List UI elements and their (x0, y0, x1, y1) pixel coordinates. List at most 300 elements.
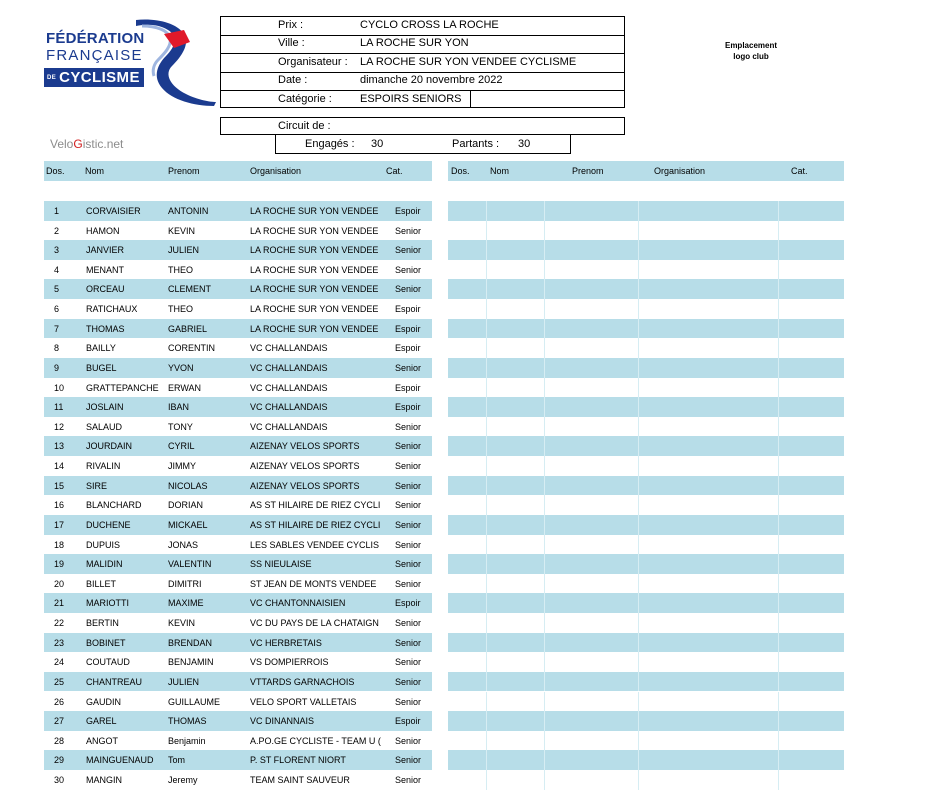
cell-divider (486, 299, 487, 319)
club-logo-line-2: logo club (733, 52, 769, 61)
cell-dos: 13 (54, 441, 65, 452)
race-info-box (220, 16, 625, 108)
cell-nom: BOBINET (86, 637, 126, 648)
cell-divider (778, 672, 779, 692)
cell-divider (544, 436, 545, 456)
cell-divider (486, 633, 487, 653)
cell-org: AIZENAY VELOS SPORTS (250, 441, 360, 452)
cell-dos: 9 (54, 362, 60, 373)
cell-divider (778, 731, 779, 751)
cell-divider (778, 358, 779, 378)
empty-table-row (448, 417, 844, 437)
cell-prenom: MAXIME (168, 598, 204, 609)
cell-divider (544, 397, 545, 417)
cell-org: AIZENAY VELOS SPORTS (250, 480, 360, 491)
empty-table-row (448, 731, 844, 751)
cell-nom: JANVIER (86, 245, 125, 256)
cell-divider (778, 201, 779, 221)
cell-org: AS ST HILAIRE DE RIEZ CYCLI (250, 500, 381, 511)
cell-divider (638, 770, 639, 790)
cell-nom: ORCEAU (86, 284, 125, 295)
cell-divider (778, 770, 779, 790)
cell-dos: 14 (54, 461, 65, 472)
cell-divider (778, 397, 779, 417)
cell-org: P. ST FLORENT NIORT (250, 755, 346, 766)
cell-divider (638, 692, 639, 712)
cell-nom: JOURDAIN (86, 441, 133, 452)
cell-divider (638, 711, 639, 731)
cell-dos: 24 (54, 657, 65, 668)
cell-divider (486, 652, 487, 672)
cell-nom: THOMAS (86, 323, 125, 334)
cell-divider (544, 378, 545, 398)
categorie-value: ESPOIRS SENIORS (360, 93, 462, 105)
cell-divider (544, 770, 545, 790)
cell-divider (544, 338, 545, 358)
header-nom: Nom (85, 166, 105, 176)
cell-divider (544, 240, 545, 260)
brand-istic: istic.net (82, 137, 124, 151)
table-row (44, 397, 432, 417)
cell-divider (544, 319, 545, 339)
cell-divider (638, 221, 639, 241)
cell-divider (778, 495, 779, 515)
cell-prenom: BENJAMIN (168, 657, 214, 668)
cell-dos: 5 (54, 284, 60, 295)
cell-divider (486, 240, 487, 260)
table-row (44, 554, 432, 574)
cell-prenom: GUILLAUME (168, 696, 221, 707)
table-row (44, 436, 432, 456)
cell-divider (638, 593, 639, 613)
empty-table-row (448, 692, 844, 712)
cell-prenom: Benjamin (168, 735, 206, 746)
cell-org: VELO SPORT VALLETAIS (250, 696, 357, 707)
empty-table-row (448, 436, 844, 456)
cell-divider (486, 750, 487, 770)
cell-divider (544, 750, 545, 770)
engages-partants-box (275, 135, 571, 154)
cell-divider (544, 456, 545, 476)
empty-table-row (448, 535, 844, 555)
cell-prenom: THOMAS (168, 716, 207, 727)
cell-org: VC CHANTONNAISIEN (250, 598, 346, 609)
cell-divider (638, 279, 639, 299)
cell-nom: DUCHENE (86, 519, 131, 530)
cell-divider (778, 692, 779, 712)
table-row (44, 731, 432, 751)
cell-divider (638, 476, 639, 496)
cell-prenom: GABRIEL (168, 323, 208, 334)
prix-label: Prix : (278, 19, 304, 31)
cell-divider (486, 397, 487, 417)
cell-dos: 17 (54, 519, 65, 530)
empty-table-row (448, 476, 844, 496)
cell-dos: 29 (54, 755, 65, 766)
cell-divider (638, 240, 639, 260)
engages-value: 30 (371, 138, 384, 150)
cell-prenom: JULIEN (168, 245, 200, 256)
cell-org: VC HERBRETAIS (250, 637, 322, 648)
cell-divider (486, 378, 487, 398)
empty-table-row (448, 672, 844, 692)
cell-prenom: DORIAN (168, 500, 204, 511)
cell-divider (778, 319, 779, 339)
cell-nom: SIRE (86, 480, 108, 491)
cell-prenom: VALENTIN (168, 559, 212, 570)
cell-prenom: THEO (168, 264, 194, 275)
cell-divider (486, 770, 487, 790)
empty-table-row (448, 397, 844, 417)
cell-org: A.PO.GE CYCLISTE - TEAM U ( (250, 735, 381, 746)
cell-divider (778, 476, 779, 496)
cell-cat: Senior (395, 755, 422, 766)
cell-divider (544, 417, 545, 437)
cell-dos: 20 (54, 578, 65, 589)
cell-cat: Senior (395, 559, 422, 570)
cell-divider (544, 515, 545, 535)
cell-divider (486, 535, 487, 555)
empty-table-row (448, 633, 844, 653)
categorie-row (221, 91, 624, 109)
cell-dos: 2 (54, 225, 60, 236)
empty-table-row (448, 554, 844, 574)
cell-prenom: ERWAN (168, 382, 202, 393)
cell-divider (486, 731, 487, 751)
cell-divider (778, 436, 779, 456)
cell-divider (638, 495, 639, 515)
cell-divider (486, 476, 487, 496)
cell-org: LA ROCHE SUR YON VENDEE (250, 206, 379, 216)
cell-org: LA ROCHE SUR YON VENDEE (250, 284, 379, 295)
cell-nom: GAUDIN (86, 696, 122, 707)
table-row (44, 672, 432, 692)
header-dos: Dos. (451, 166, 470, 176)
cell-cat: Espoir (395, 716, 421, 727)
cell-nom: MENANT (86, 264, 124, 275)
cell-cat: Senior (395, 225, 422, 236)
circuit-label: Circuit de : (278, 120, 331, 132)
cell-nom: ANGOT (86, 735, 119, 746)
cell-divider (778, 299, 779, 319)
cell-divider (638, 319, 639, 339)
cell-divider (638, 201, 639, 221)
cell-divider (638, 358, 639, 378)
cell-divider (778, 554, 779, 574)
brand-velo: Velo (50, 137, 74, 151)
cell-divider (486, 260, 487, 280)
cell-nom: MAINGUENAUD (86, 755, 154, 766)
cell-dos: 22 (54, 618, 65, 629)
logo-line-1: FÉDÉRATION (46, 30, 145, 47)
table-row (44, 535, 432, 555)
cell-divider (778, 515, 779, 535)
cell-divider (486, 515, 487, 535)
table-row (44, 240, 432, 260)
cell-cat: Senior (395, 578, 422, 589)
ffc-logo (44, 16, 220, 106)
cell-divider (486, 692, 487, 712)
cell-org: VS DOMPIERROIS (250, 657, 329, 668)
cell-divider (486, 279, 487, 299)
cell-nom: GAREL (86, 716, 117, 727)
cell-cat: Senior (395, 284, 422, 295)
cell-divider (778, 456, 779, 476)
table-row (44, 750, 432, 770)
cell-prenom: CLEMENT (168, 284, 212, 295)
cell-prenom: JONAS (168, 539, 199, 550)
cell-divider (544, 535, 545, 555)
cell-divider (778, 613, 779, 633)
cell-cat: Senior (395, 264, 422, 275)
cell-divider (638, 613, 639, 633)
cell-dos: 1 (54, 206, 60, 216)
cell-nom: BUGEL (86, 362, 117, 373)
cell-org: LES SABLES VENDEE CYCLIS (250, 539, 380, 550)
cell-divider (486, 613, 487, 633)
cell-cat: Senior (395, 519, 422, 530)
cell-divider (638, 456, 639, 476)
cell-divider (544, 593, 545, 613)
cell-divider (486, 436, 487, 456)
cell-nom: BERTIN (86, 618, 119, 629)
cell-prenom: TONY (168, 421, 193, 432)
cell-dos: 8 (54, 343, 60, 354)
cell-org: VC CHALLANDAIS (250, 421, 328, 432)
header-cat: Cat. (791, 166, 808, 176)
cell-cat: Espoir (395, 598, 421, 609)
cell-prenom: MICKAEL (168, 519, 208, 530)
empty-table-row (448, 319, 844, 339)
cell-divider (486, 711, 487, 731)
cell-nom: CHANTREAU (86, 676, 143, 687)
cell-prenom: DIMITRI (168, 578, 202, 589)
table-row (44, 319, 432, 339)
cell-dos: 3 (54, 245, 60, 256)
header-organisation: Organisation (250, 166, 302, 176)
cell-cat: Espoir (395, 343, 421, 354)
cell-divider (638, 417, 639, 437)
cell-divider (486, 417, 487, 437)
cell-divider (544, 260, 545, 280)
cell-cat: Senior (395, 657, 422, 668)
cell-divider (638, 652, 639, 672)
cell-nom: MARIOTTI (86, 598, 129, 609)
table-row (44, 495, 432, 515)
cell-prenom: CORENTIN (168, 343, 215, 354)
cell-prenom: BRENDAN (168, 637, 213, 648)
cell-dos: 15 (54, 480, 65, 491)
cell-divider (638, 672, 639, 692)
header-organisation: Organisation (654, 166, 706, 176)
cell-divider (544, 495, 545, 515)
empty-table-row (448, 711, 844, 731)
cell-divider (638, 633, 639, 653)
empty-table-row (448, 770, 844, 790)
table-row (44, 299, 432, 319)
cell-divider (638, 535, 639, 555)
velogistic-brand (50, 137, 123, 151)
cell-org: LA ROCHE SUR YON VENDEE (250, 264, 379, 275)
cell-org: VC DU PAYS DE LA CHATAIGN (250, 618, 379, 629)
cell-divider (486, 495, 487, 515)
table-row (44, 338, 432, 358)
cell-divider (778, 535, 779, 555)
empty-table-row (448, 358, 844, 378)
cell-prenom: KEVIN (168, 618, 196, 629)
partants-value: 30 (518, 138, 531, 150)
cell-divider (486, 358, 487, 378)
circuit-box (220, 117, 625, 135)
ville-label: Ville : (278, 37, 305, 49)
cell-nom: JOSLAIN (86, 402, 124, 413)
table-row (44, 770, 432, 790)
cell-dos: 6 (54, 304, 60, 315)
cell-org: ST JEAN DE MONTS VENDEE (250, 578, 377, 589)
cell-divider (778, 711, 779, 731)
cell-nom: RATICHAUX (86, 304, 138, 315)
cell-divider (486, 554, 487, 574)
empty-table-row (448, 240, 844, 260)
table-row (44, 692, 432, 712)
empty-table-row (448, 378, 844, 398)
cell-divider (486, 456, 487, 476)
divider (470, 91, 471, 108)
cell-divider (638, 436, 639, 456)
cell-divider (544, 554, 545, 574)
cell-divider (544, 201, 545, 221)
cell-divider (544, 711, 545, 731)
ville-value: LA ROCHE SUR YON (360, 37, 469, 49)
ville-row (221, 35, 624, 53)
cell-prenom: Tom (168, 755, 186, 766)
cell-divider (544, 476, 545, 496)
cell-divider (486, 221, 487, 241)
cell-nom: BLANCHARD (86, 500, 142, 511)
cell-dos: 19 (54, 559, 65, 570)
empty-table-row (448, 574, 844, 594)
cell-divider (778, 338, 779, 358)
cell-divider (544, 652, 545, 672)
table-row (44, 593, 432, 613)
cell-org: VC CHALLANDAIS (250, 343, 328, 354)
cell-nom: BAILLY (86, 343, 116, 354)
partants-label: Partants : (452, 138, 500, 150)
cell-cat: Espoir (395, 206, 421, 216)
cell-divider (638, 338, 639, 358)
header-prenom: Prenom (572, 166, 604, 176)
cell-dos: 12 (54, 421, 65, 432)
cell-org: TEAM SAINT SAUVEUR (250, 774, 350, 785)
cell-dos: 23 (54, 637, 65, 648)
cell-prenom: CYRIL (168, 441, 195, 452)
organisateur-value: LA ROCHE SUR YON VENDEE CYCLISME (360, 56, 577, 68)
cell-cat: Senior (395, 676, 422, 687)
cell-divider (486, 319, 487, 339)
cell-prenom: IBAN (168, 402, 190, 413)
cell-divider (778, 221, 779, 241)
cell-divider (486, 574, 487, 594)
categorie-label: Catégorie : (278, 93, 332, 105)
table-row (44, 358, 432, 378)
cell-prenom: THEO (168, 304, 194, 315)
cell-prenom: JULIEN (168, 676, 200, 687)
table-row (44, 574, 432, 594)
table-row (44, 378, 432, 398)
cell-divider (544, 574, 545, 594)
empty-table-row (448, 613, 844, 633)
cell-prenom: Jeremy (168, 774, 198, 785)
cell-divider (544, 279, 545, 299)
cell-org: AIZENAY VELOS SPORTS (250, 461, 360, 472)
cell-divider (638, 299, 639, 319)
cell-nom: BILLET (86, 578, 117, 589)
prix-value: CYCLO CROSS LA ROCHE (360, 19, 499, 31)
cell-org: VC CHALLANDAIS (250, 362, 328, 373)
cell-divider (638, 378, 639, 398)
cell-divider (486, 593, 487, 613)
cell-divider (778, 260, 779, 280)
cell-cat: Senior (395, 696, 422, 707)
cell-org: VTTARDS GARNACHOIS (250, 676, 355, 687)
logo-line-3-text: CYCLISME (59, 69, 140, 86)
cell-org: LA ROCHE SUR YON VENDEE (250, 304, 379, 315)
table-row (44, 515, 432, 535)
cell-dos: 10 (54, 382, 65, 393)
table-row (44, 221, 432, 241)
empty-table-row (448, 221, 844, 241)
organisateur-row (221, 54, 624, 72)
cell-cat: Espoir (395, 323, 421, 334)
table-row (44, 201, 432, 221)
table-row (44, 417, 432, 437)
cell-nom: MANGIN (86, 774, 122, 785)
logo-line-3-prefix: DE (47, 75, 57, 82)
club-logo-placeholder (686, 40, 816, 62)
cell-divider (638, 260, 639, 280)
right-table-header (448, 161, 844, 181)
cell-org: VC CHALLANDAIS (250, 382, 328, 393)
table-row (44, 279, 432, 299)
empty-table-row (448, 279, 844, 299)
header-prenom: Prenom (168, 166, 200, 176)
cell-divider (778, 750, 779, 770)
cell-cat: Senior (395, 461, 422, 472)
empty-table-row (448, 299, 844, 319)
cell-nom: COUTAUD (86, 657, 130, 668)
date-row (221, 72, 624, 90)
cell-nom: HAMON (86, 225, 120, 236)
header-dos: Dos. (46, 166, 65, 176)
cell-dos: 25 (54, 676, 65, 687)
cell-cat: Espoir (395, 382, 421, 393)
cell-nom: DUPUIS (86, 539, 121, 550)
cell-nom: GRATTEPANCHE (86, 382, 159, 393)
cell-cat: Espoir (395, 304, 421, 315)
cell-nom: CORVAISIER (86, 206, 141, 216)
cell-divider (544, 692, 545, 712)
empty-table-row (448, 260, 844, 280)
cell-nom: MALIDIN (86, 559, 123, 570)
date-label: Date : (278, 74, 308, 86)
cell-cat: Senior (395, 441, 422, 452)
cell-divider (778, 240, 779, 260)
header-cat: Cat. (386, 166, 403, 176)
cell-cat: Senior (395, 245, 422, 256)
cell-cat: Senior (395, 637, 422, 648)
cell-dos: 28 (54, 735, 65, 746)
cell-cat: Senior (395, 735, 422, 746)
